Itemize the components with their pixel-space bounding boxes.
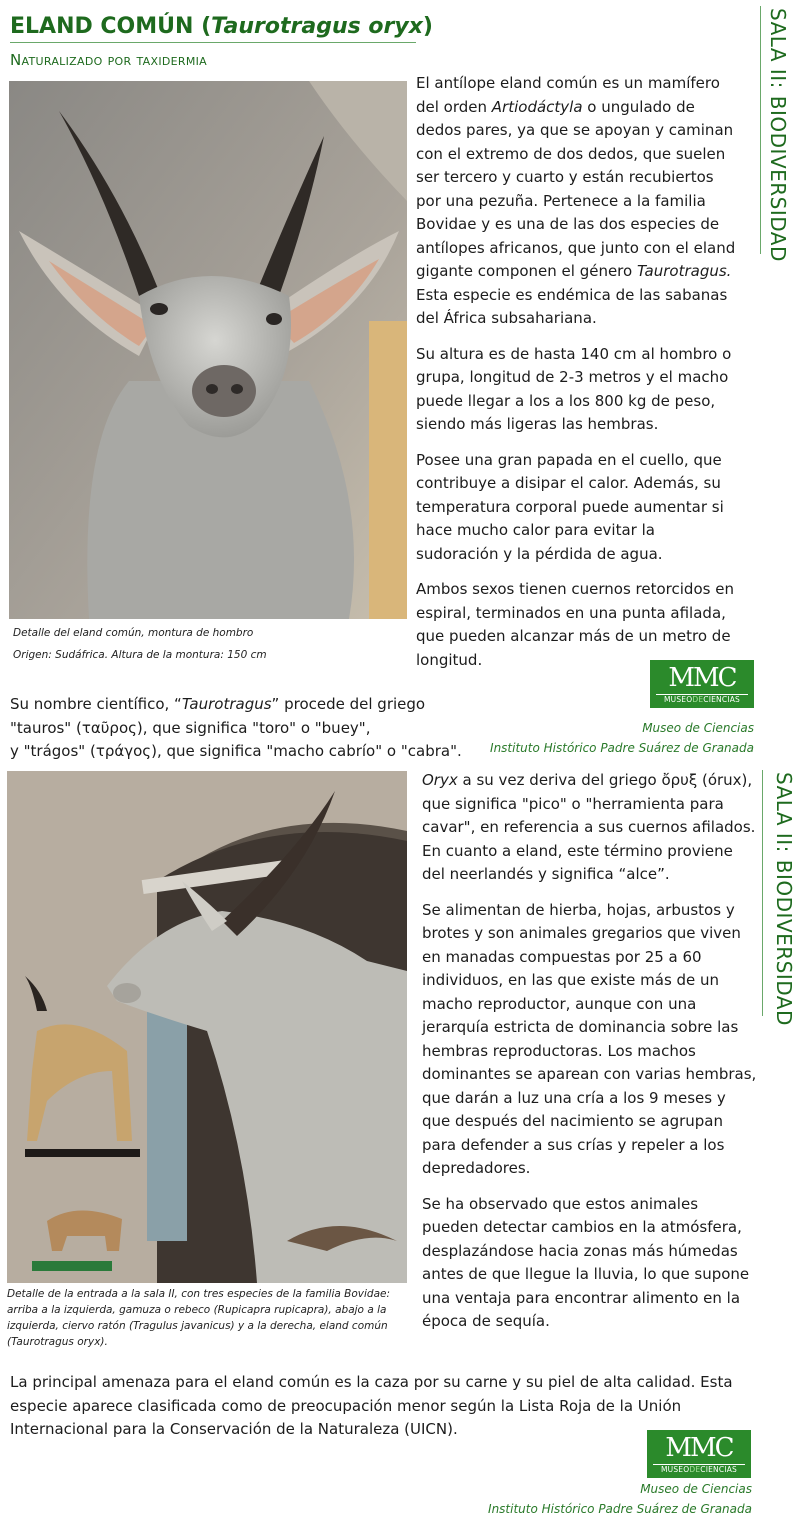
section2-paragraph-2: Se alimentan de hierba, hojas, arbustos y brotes y son animales gregarios que viven en manadas compuestas por 25 a 60 individuos, en las que existe más de un macho reproductor, aunque con una jerarquía estricta de dominancia sobre las hembras reproductoras. Los machos dominantes se aparean con varias hembras, que darán a luz una cría a los 9 meses y que después del nacimiento se agrupan para defender a sus crías y repeler a los depredadores. (422, 900, 757, 1177)
closing-text: La principal amenaza para el eland común es la caza por su carne y su piel de alta calidad. Esta especie aparece clasificada como de preocupación menor según la Lista Roja de la Unión Internacional para la Conservación de la Naturaleza (UICN). (10, 1373, 733, 1438)
museum-logo (650, 660, 754, 708)
section2-paragraph-1: Oryx a su vez deriva del griego ὄρυξ (órux), que significa "pico" o "herramienta para cavar", en referencia a sus cuernos afilados. En cuanto a eland, este término proviene del neerlandés y significa “alce”. (422, 771, 756, 883)
photo2-caption: Detalle de la entrada a la sala II, con tres especies de la familia Bovidae: arriba a la izquierda, gamuza o rebeco (Rupicapra rupicapra), abajo a la izquierda, ciervo ratón (Tragulus javanicus) y a la derecha, eland común (Taurotragus oryx). (7, 1288, 391, 1348)
museum-credit-bottom (440, 1479, 752, 1519)
photo1-caption-line1: Detalle del eland común, montura de hombro (13, 627, 254, 639)
etymology-line-2: "tauros" (ταῦρος), que significa "toro" o "buey", (10, 718, 371, 737)
title-divider (10, 42, 416, 43)
eland-head-photo (9, 81, 407, 619)
museum-credit (440, 718, 754, 758)
logo-wordmark: MUSEODECIENCIAS (656, 694, 748, 705)
room-entrance-photo (7, 771, 407, 1283)
etymology-line-3: y "trágos" (τράγος), que significa "macho cabrío" o "cabra". (10, 742, 462, 760)
side-label-bottom: SALA II: BIODIVERSIDAD (772, 772, 796, 1026)
section1-paragraph-1: El antílope eland común es un mamífero del orden Artiodáctyla o ungulado de dedos pares, ya que se apoyan y caminan con el extremo de dos dedos, que suelen ser tercero y cuarto y están recubiertos por una pezuña. Pertenece a la familia Bovidae y es una de las dos especies de antílopes africanos, que junto con el eland gigante componen el género Taurotragus. Esta especie es endémica de las sabanas del África subsahariana. (416, 74, 736, 327)
credit-bottom-line-1: Museo de Ciencias (640, 1482, 752, 1496)
section1-paragraph-3: Posee una gran papada en el cuello, que contribuye a disipar el calor. Además, su temperatura corporal puede aumentar si hace mucho calor para evitar la sudoración y la pérdida de agua. (416, 450, 724, 563)
museum-logo-bottom (647, 1430, 751, 1478)
etymology-line-1: Su nombre científico, “Taurotragus” procede del griego (10, 695, 426, 713)
section1-text (416, 72, 738, 684)
section2-paragraph-3: Se ha observado que estos animales pueden detectar cambios en la atmósfera, desplazándose hacia zonas más húmedas antes de que llegue la lluvia, lo que supone una ventaja para encontrar alimento en la época de sequía. (422, 1194, 750, 1330)
side-divider-top (760, 6, 761, 254)
credit-line-2: Instituto Histórico Padre Suárez de Granada (490, 741, 754, 755)
photo1-caption-line2: Origen: Sudáfrica. Altura de la montura: 150 cm (13, 649, 267, 661)
side-divider-bottom (762, 770, 763, 1016)
etymology-text (10, 693, 480, 764)
credit-line-1: Museo de Ciencias (642, 721, 754, 735)
logo-wordmark-bottom: MUSEODECIENCIAS (653, 1464, 745, 1475)
logo-mark: MMC (668, 663, 736, 693)
side-label-top: SALA II: BIODIVERSIDAD (766, 8, 790, 262)
logo-mark-bottom: MMC (665, 1433, 733, 1463)
section1-paragraph-4: Ambos sexos tienen cuernos retorcidos en espiral, terminados en una punta afilada, que pueden alcanzar más de un metro de longitud. (416, 580, 734, 669)
section2-text (422, 769, 758, 1346)
page-title: ELAND COMÚN (Taurotragus oryx) (10, 14, 433, 39)
section1-paragraph-2: Su altura es de hasta 140 cm al hombro o grupa, longitud de 2-3 metros y el macho puede llegar a los a los 800 kg de peso, siendo más ligeras las hembras. (416, 344, 732, 433)
credit-bottom-line-2: Instituto Histórico Padre Suárez de Granada (488, 1502, 752, 1516)
page-subtitle: Naturalizado por taxidermia (10, 51, 208, 69)
